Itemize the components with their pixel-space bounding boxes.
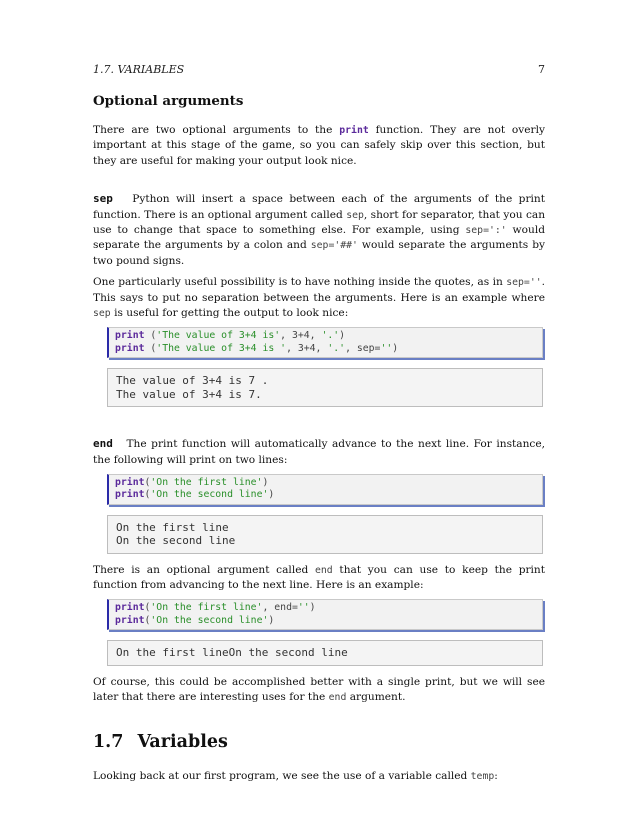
- inline-code: end: [328, 691, 347, 703]
- code-line: [115, 489, 536, 501]
- section-title: Variables: [137, 732, 228, 753]
- text-run: Of course, this could be accomplished better with a single print, but we will see later that there are interesting uses for the: [93, 675, 545, 703]
- output-line: On the first lineOn the second line: [116, 646, 348, 660]
- code-keyword: print: [115, 602, 145, 614]
- code-text: (: [144, 602, 151, 614]
- section-heading: [93, 731, 545, 753]
- inline-code: sep=':': [465, 225, 507, 237]
- text-run: Looking back at our first program, we see the use of a variable called: [93, 770, 471, 783]
- text-run: is useful for getting the output to look nice:: [110, 307, 349, 320]
- code-keyword: print: [115, 330, 145, 342]
- output-line: The value of 3+4 is 7 .: [116, 374, 269, 388]
- inline-code: sep='##': [310, 240, 358, 252]
- code-string: 'On the second line': [150, 489, 269, 501]
- end-paragraph-3: [93, 675, 545, 706]
- code-line: [115, 330, 536, 342]
- output-block: [107, 640, 543, 665]
- sep-paragraph-2: [93, 275, 545, 321]
- code-string: '.': [321, 330, 340, 342]
- text-run: There are two optional arguments to the: [93, 124, 340, 136]
- text-run: function. They are not overly important at this stage of the game, so you can safely skip over this section, but they are useful for making your output look nice.: [93, 124, 545, 167]
- code-line: [115, 615, 536, 627]
- code-keyword: print: [115, 476, 145, 488]
- code-string: 'The value of 3+4 is ': [156, 342, 287, 354]
- code-keyword: print: [115, 614, 145, 626]
- inline-code: end: [315, 564, 333, 576]
- code-string: 'On the second line': [150, 614, 269, 626]
- text-run: would separate the arguments by a colon and: [93, 224, 545, 252]
- code-text: , 3+4,: [280, 330, 322, 342]
- inline-code: sep: [93, 308, 111, 320]
- code-text: ): [268, 614, 275, 626]
- code-text: ): [392, 342, 399, 354]
- text-run: The print function will automatically advance to the next line. For instance, the following will print on two lines:: [93, 438, 545, 466]
- end-term: end: [93, 437, 113, 451]
- inline-code: print: [339, 125, 369, 136]
- code-block: [107, 474, 543, 505]
- header-title: 1.7. VARIABLES: [93, 63, 185, 76]
- section-number: 1.7: [93, 732, 124, 753]
- code-block: [107, 327, 543, 358]
- inline-code: sep='': [506, 277, 542, 289]
- code-string: 'The value of 3+4 is': [156, 330, 281, 342]
- code-text: , end=: [262, 602, 298, 614]
- code-string: 'On the first line': [150, 476, 263, 488]
- page-body: [93, 92, 545, 785]
- text-run: . This says to put no separation between the arguments. Here is an example where: [93, 276, 545, 304]
- text-run: One particularly useful possibility is to have nothing inside the quotes, as in: [93, 276, 507, 289]
- text-run: , short for separator, that you can use to change that space to something else. For example, using: [93, 208, 546, 237]
- running-header: [93, 63, 545, 76]
- variables-paragraph: [93, 769, 545, 784]
- output-block: [107, 368, 543, 407]
- text-run: There is an optional argument called: [93, 563, 315, 576]
- code-line: [115, 602, 536, 614]
- code-text: , sep=: [345, 342, 381, 354]
- code-string: '': [380, 342, 393, 354]
- code-text: (: [144, 489, 151, 501]
- output-line: On the second line: [116, 534, 236, 548]
- code-text: (: [144, 330, 157, 342]
- code-text: , 3+4,: [286, 342, 328, 354]
- subsection-heading: Optional arguments: [93, 93, 244, 109]
- code-line: [115, 343, 536, 355]
- code-keyword: print: [115, 489, 145, 501]
- output-line: The value of 3+4 is 7.: [116, 387, 262, 401]
- inline-code: temp: [470, 771, 495, 783]
- inline-code: sep: [346, 209, 364, 221]
- output-block: [107, 515, 543, 554]
- page-number: 7: [538, 63, 545, 76]
- code-text: (: [144, 476, 151, 488]
- code-text: ): [339, 330, 346, 342]
- intro-paragraph: [93, 123, 545, 169]
- code-block: [107, 599, 543, 630]
- end-paragraph: [93, 436, 545, 468]
- code-text: (: [144, 614, 151, 626]
- code-text: ): [309, 602, 316, 614]
- text-run: :: [494, 770, 498, 783]
- output-line: On the first line: [116, 520, 229, 534]
- code-string: '': [297, 602, 310, 614]
- code-text: (: [144, 342, 157, 354]
- text-run: would separate the arguments by two pound signs.: [93, 239, 545, 267]
- sep-paragraph: [93, 191, 545, 269]
- text-run: Python will insert a space between each of the arguments of the print function. There is an optional argument called: [93, 193, 545, 221]
- code-text: ): [262, 476, 269, 488]
- code-string: '.': [327, 342, 346, 354]
- end-paragraph-2: [93, 563, 545, 594]
- code-line: [115, 477, 536, 489]
- text-run: argument.: [346, 690, 406, 703]
- sep-term: sep: [93, 192, 113, 206]
- code-string: 'On the first line': [150, 602, 263, 614]
- code-keyword: print: [115, 342, 145, 354]
- text-run: that you can use to keep the print function from advancing to the next line. Here is an example:: [93, 563, 546, 591]
- code-text: ): [268, 489, 275, 501]
